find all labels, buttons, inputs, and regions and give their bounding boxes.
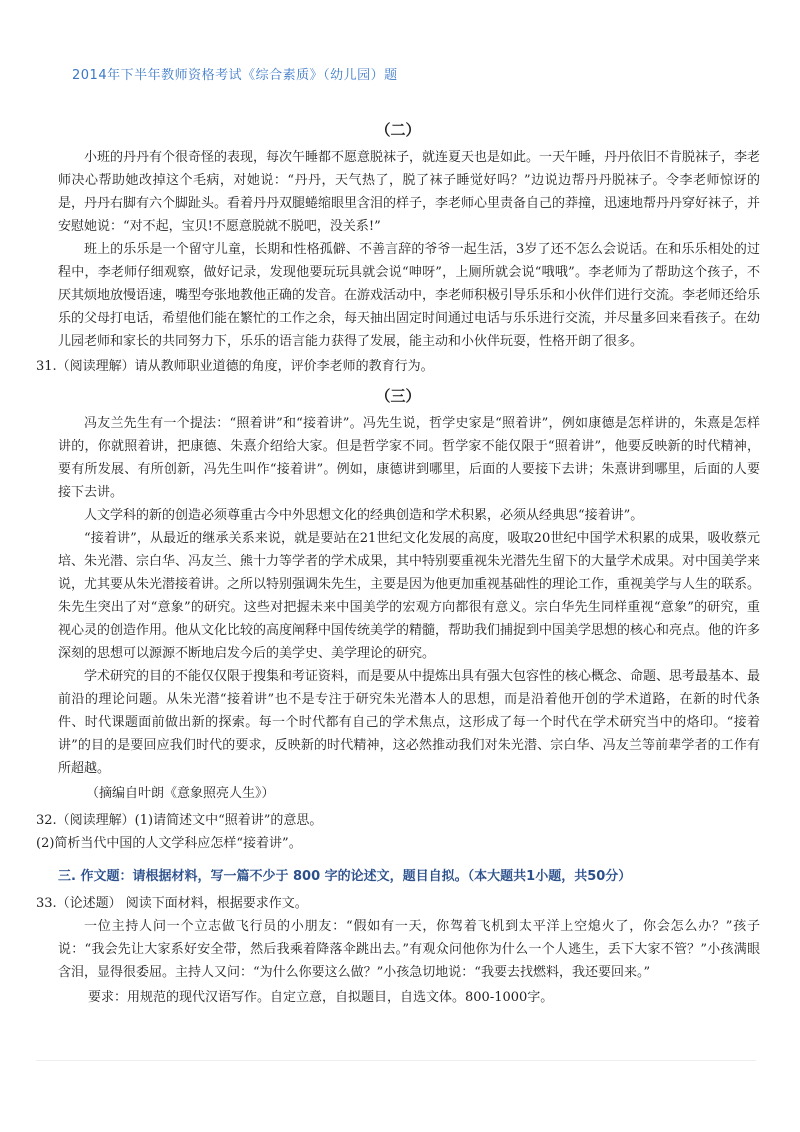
question-33: 33.（论述题） 阅读下面材料，根据要求作文。 <box>36 896 308 911</box>
section-two <box>36 118 760 378</box>
footer-divider <box>36 1060 756 1061</box>
paragraph: 班上的乐乐是一个留守儿童，长期和性格孤僻、不善言辞的爷爷一起生活，3岁了还不怎么会说话。在和乐乐相处的过程中，李老师仔细观察，做好记录，发现他要玩玩具就会说“呻呀”，上厕所就会说“哦哦”。李老师为了帮助这个孩子，不厌其烦地放慢语速，嘴型夸张地教他正确的发音。在游戏活动中，李老师积极引导乐乐和小伙伴们进行交流。李老师还给乐乐的父母打电话，希望他们能在繁忙的工作之余，每天抽出固定时间通过电话与乐乐进行交流，并尽量多回来看孩子。在幼儿园老师和家长的共同努力下，乐乐的语言能力获得了发展，能主动和小伙伴玩耍，性格开朗了很多。 <box>58 242 761 349</box>
paragraph: 冯友兰先生有一个提法：“照着讲”和“接着讲”。冯先生说，哲学史家是“照着讲”，例如康德是怎样讲的，朱熹是怎样讲的，你就照着讲，把康德、朱熹介绍给大家。但是哲学家不同。哲学家不能仅限于“照着讲”，他要反映新的时代精神，要有所发展、有所创新，冯先生叫作“接着讲”。例如，康德讲到哪里，后面的人要接下去讲；朱熹讲到哪里，后面的人要接下去讲。 <box>58 416 760 500</box>
paragraph: “接着讲”，从最近的继承关系来说，就是要站在21世纪文化发展的高度，吸取20世纪中国学术积累的成果，吸收蔡元培、朱光潜、宗白华、冯友兰、熊十力等学者的学术成果，其中特别要重视朱光潜先生留下的大量学术成果。对中国美学来说，尤其要从朱光潜接着讲。之所以特别强调朱先生，主要是因为他更加重视基础性的理论工作，重视美学与人生的联系。朱先生突出了对“意象”的研究。这些对把握未来中国美学的宏观方向都很有意义。宗白华先生同样重视“意象”的研究，重视心灵的创造作用。他从文化比较的高度阐释中国传统美学的精髓，帮助我们捕捉到中国美学思想的核心和亮点。他的许多深刻的思想可以源源不断地启发今后的美学史、美学理论的研究。 <box>58 531 761 661</box>
part-three <box>36 865 760 1009</box>
question-32-part2: (2)简析当代中国的人文学科应怎样“接着讲”。 <box>36 836 302 851</box>
paragraph: 人文学科的新的创造必须尊重古今中外思想文化的经典创造和学术积累，必须从经典思“接着讲”。 <box>84 508 644 523</box>
question-31: 31.（阅读理解）请从教师职业道德的角度，评价李老师的教育行为。 <box>36 359 434 374</box>
question-32-part1: 32.（阅读理解）(1)请简述文中“照着讲”的意思。 <box>36 813 323 828</box>
document-body <box>36 118 760 1009</box>
citation: （摘编自叶朗《意象照亮人生》） <box>86 786 275 801</box>
essay-heading: 三. 作文题：请根据材料，写一篇不少于 800 字的论述文，题目自拟。（本大题共1小题，共50分） <box>58 869 632 884</box>
exam-header: 2014年下半年教师资格考试《综合素质》（幼儿园）题 <box>72 68 398 83</box>
essay-requirement: 要求：用规范的现代汉语写作。自定立意，自拟题目，自选文体。800-1000字。 <box>88 990 554 1005</box>
section-three <box>36 384 760 855</box>
section-three-title: （三） <box>375 387 421 405</box>
essay-material: 一位主持人问一个立志做飞行员的小朋友：“假如有一天，你驾着飞机到太平洋上空熄火了，你会怎么办？”孩子说：“我会先让大家系好安全带，然后我乘着降落伞跳出去。”有观众问他你为什么一个人逃生，丢下大家不管？”小孩满眼含泪，显得很委屈。主持人又问：“为什么你要这么做？”小孩急切地说：“我要去找燃料，我还要回来。” <box>58 919 760 980</box>
section-two-title: （二） <box>375 121 421 139</box>
paragraph: 学术研究的目的不能仅仅限于搜集和考证资料，而是要从中提炼出具有强大包容性的核心概念、命题、思考最基本、最前沿的理论问题。从朱光潜“接着讲”也不是专注于研究朱光潜本人的思想，而是沿着他开创的学术道路，在新的时代条件、时代课题面前做出新的探索。每一个时代都有自己的学术焦点，这形成了每一个时代在学术研究当中的烙印。“接着讲”的目的是要回应我们时代的要求，反映新的时代精神，这必然推动我们对朱光潜、宗白华、冯友兰等前辈学者的工作有所超越。 <box>58 669 761 776</box>
paragraph: 小班的丹丹有个很奇怪的表现，每次午睡都不愿意脱袜子，就连夏天也是如此。一天午睡，丹丹依旧不肯脱袜子，李老师决心帮助她改掉这个毛病，对她说：“丹丹，天气热了，脱了袜子睡觉好吗？”边说边帮丹丹脱袜子。令李老师惊讶的是，丹丹右脚有六个脚趾头。看着丹丹双腿蜷缩眼里含泪的样子，李老师心里责备自己的莽撞，迅速地帮丹丹穿好袜子，并安慰她说：“对不起，宝贝!不愿意脱就不脱吧，没关系!” <box>58 150 761 234</box>
